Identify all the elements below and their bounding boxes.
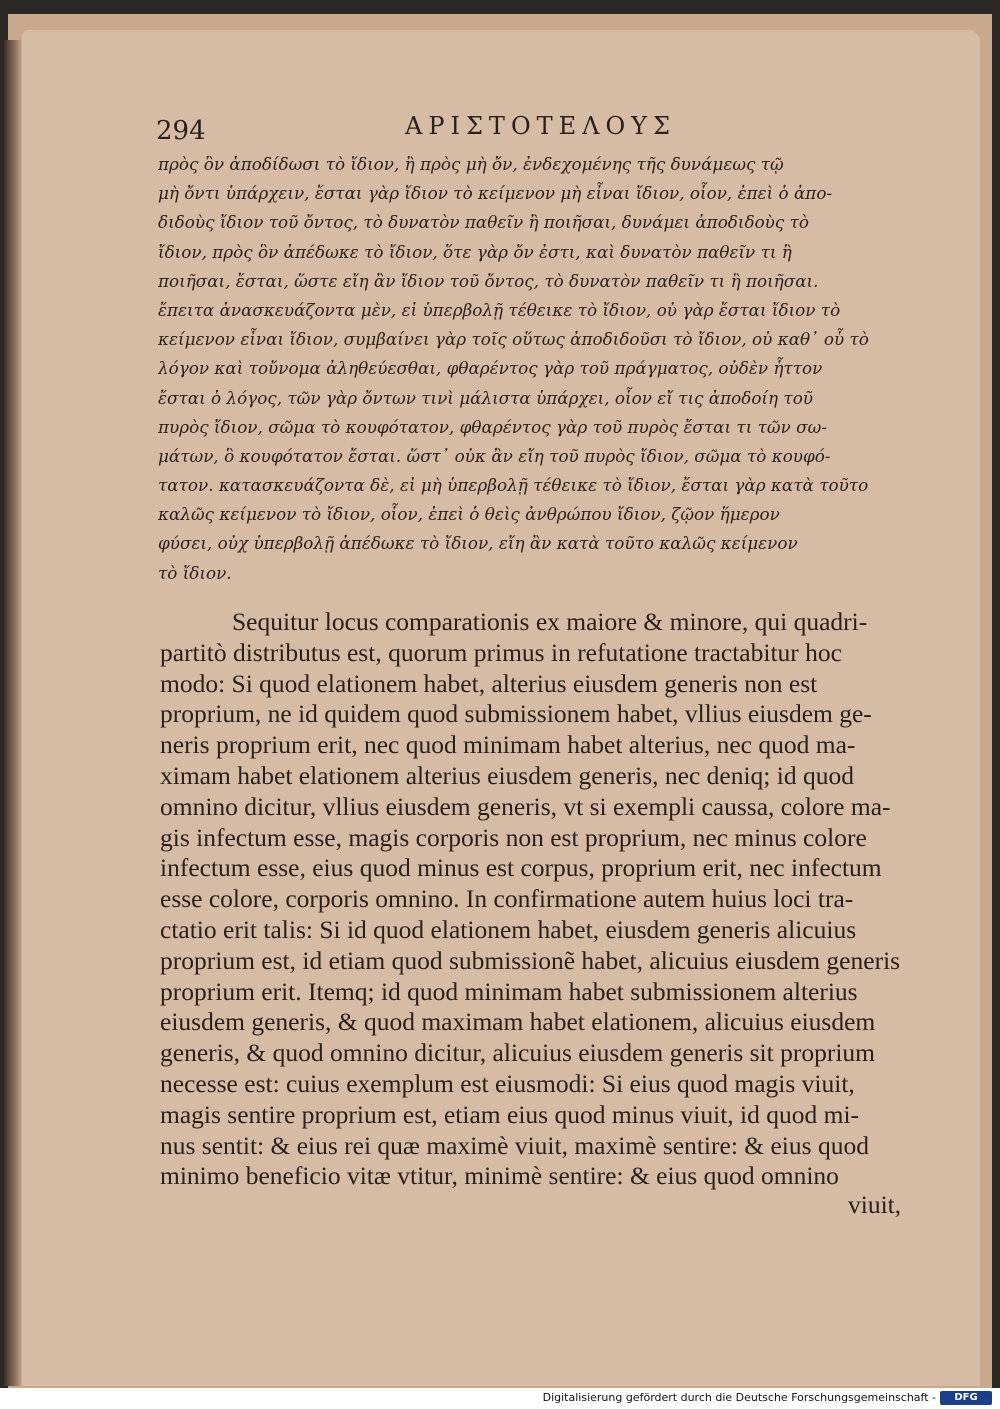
latin-line: infectum esse, eius quod minus est corpus, proprium erit, nec infectum: [160, 853, 882, 883]
footer-credit: Digitalisierung gefördert durch die Deutsche Forschungsgemeinschaft -: [542, 1391, 936, 1404]
latin-text-block: [160, 607, 922, 1192]
greek-line: μάτων, ὃ κουφότατον ἔσται. ὥστ᾽ οὐκ ἂν εἴη τοῦ πυρὸς ἴδιον, σῶμα τὸ κουφό-: [158, 445, 831, 466]
greek-line: ποιῆσαι, ἔσται, ὥστε εἴη ἂν ἴδιον τοῦ ὄντος, τὸ δυνατὸν παθεῖν τι ἢ ποιῆσαι.: [158, 270, 819, 291]
greek-text-block: [158, 150, 920, 588]
greek-line: τατον. κατασκευάζοντα δὲ, εἰ μὴ ὑπερβολῇ τέθεικε τὸ ἴδιον, ἔσται γὰρ κατὰ τοῦτο: [158, 475, 869, 496]
page-edge: [4, 40, 22, 1386]
latin-line: neris proprium erit, nec quod minimam habet alterius, nec quod ma-: [160, 730, 856, 760]
latin-line: ximam habet elationem alterius eiusdem generis, nec deniq; id quod: [160, 760, 854, 790]
latin-line: omnino dicitur, vllius eiusdem generis, vt si exempli caussa, colore ma-: [160, 791, 891, 821]
latin-line: generis, & quod omnino dicitur, alicuius eiusdem generis sit proprium: [160, 1038, 875, 1068]
catchword: viuit,: [848, 1190, 902, 1219]
latin-line: esse colore, corporis omnino. In confirmatione autem huius loci tra-: [160, 884, 854, 914]
greek-line: λόγον καὶ τοὔνομα ἀληθεύεσθαι, φθαρέντος γὰρ τοῦ πράγματος, οὐδὲν ἧττον: [158, 358, 823, 379]
latin-line: necesse est: cuius exemplum est eiusmodi: Si eius quod magis viuit,: [160, 1068, 855, 1098]
latin-line: nus sentit: & eius rei quæ maximè viuit, maximè sentire: & eius quod: [160, 1130, 869, 1160]
latin-line: gis infectum esse, magis corporis non est proprium, nec minus colore: [160, 822, 867, 852]
page-number: 294: [156, 116, 206, 146]
latin-line: modo: Si quod elationem habet, alterius eiusdem generis non est: [160, 668, 818, 698]
latin-line: minimo beneficio vitæ vtitur, minimè sentire: & eius quod omnino: [160, 1161, 839, 1191]
latin-line: proprium est, id etiam quod submissionẽ habet, alicuius eiusdem generis: [160, 945, 901, 975]
greek-line: φύσει, οὐχ ὑπερβολῇ ἀπέδωκε τὸ ἴδιον, εἴη ἂν κατὰ τοῦτο καλῶς κείμενον: [158, 533, 798, 554]
greek-line: ἔπειτα ἀνασκευάζοντα μὲν, εἰ ὑπερβολῇ τέθεικε τὸ ἴδιον, οὐ γὰρ ἔσται ἴδιον τὸ: [158, 299, 841, 320]
greek-line: ἴδιον, πρὸς ὃν ἀπέδωκε τὸ ἴδιον, ὅτε γὰρ ὄν ἐστι, καὶ δυνατὸν παθεῖν τι ἢ: [158, 241, 792, 262]
greek-line: μὴ ὄντι ὑπάρχειν, ἔσται γὰρ ἴδιον τὸ κείμενον μὴ εἶναι ἴδιον, οἷον, ἐπεὶ ὁ ἀπο-: [158, 183, 833, 204]
latin-line: Sequitur locus comparationis ex maiore & minore, qui quadri-: [232, 607, 868, 636]
running-head: ΑΡΙΣΤΟΤΕΛΟΥΣ: [405, 112, 676, 140]
latin-line: partitò distributus est, quorum primus in refutatione tractabitur hoc: [160, 637, 842, 667]
greek-line: κείμενον εἶναι ἴδιον, συμβαίνει γὰρ τοῖς οὕτως ἀποδιδοῦσι τὸ ἴδιον, οὐ καθ᾽ οὗ τὸ: [158, 329, 869, 350]
digitization-footer: [0, 1388, 1000, 1409]
greek-line: διδοὺς ἴδιον τοῦ ὄντος, τὸ δυνατὸν παθεῖν ἢ ποιῆσαι, δυνάμει ἀποδιδοὺς τὸ: [158, 212, 810, 233]
greek-line: καλῶς κείμενον τὸ ἴδιον, οἷον, ἐπεὶ ὁ θεὶς ἀνθρώπου ἴδιον, ζῷον ἥμερον: [158, 504, 780, 525]
latin-line: proprium erit. Itemq; id quod minimam habet submissionem alterius: [160, 976, 858, 1006]
dfg-logo: DFG: [940, 1391, 992, 1405]
greek-line: ἔσται ὁ λόγος, τῶν γὰρ ὄντων τινὶ μάλιστα ὑπάρχει, οἷον εἴ τις ἀποδοίη τοῦ: [158, 387, 813, 408]
greek-line: τὸ ἴδιον.: [158, 562, 232, 583]
greek-line: πρὸς ὃν ἀποδίδωσι τὸ ἴδιον, ἢ πρὸς μὴ ὄν, ἐνδεχομένης τῆς δυνάμεως τῷ: [158, 154, 784, 174]
latin-line: ctatio erit talis: Si id quod elationem habet, eiusdem generis alicuius: [160, 914, 857, 944]
latin-line: magis sentire proprium est, etiam eius quod minus viuit, id quod mi-: [160, 1099, 860, 1129]
greek-line: πυρὸς ἴδιον, σῶμα τὸ κουφότατον, φθαρέντος γὰρ τοῦ πυρὸς ἔσται τι τῶν σω-: [158, 416, 827, 437]
latin-line: eiusdem generis, & quod maximam habet elationem, alicuius eiusdem: [160, 1007, 876, 1037]
latin-line: proprium, ne id quidem quod submissionem habet, vllius eiusdem ge-: [160, 699, 872, 729]
